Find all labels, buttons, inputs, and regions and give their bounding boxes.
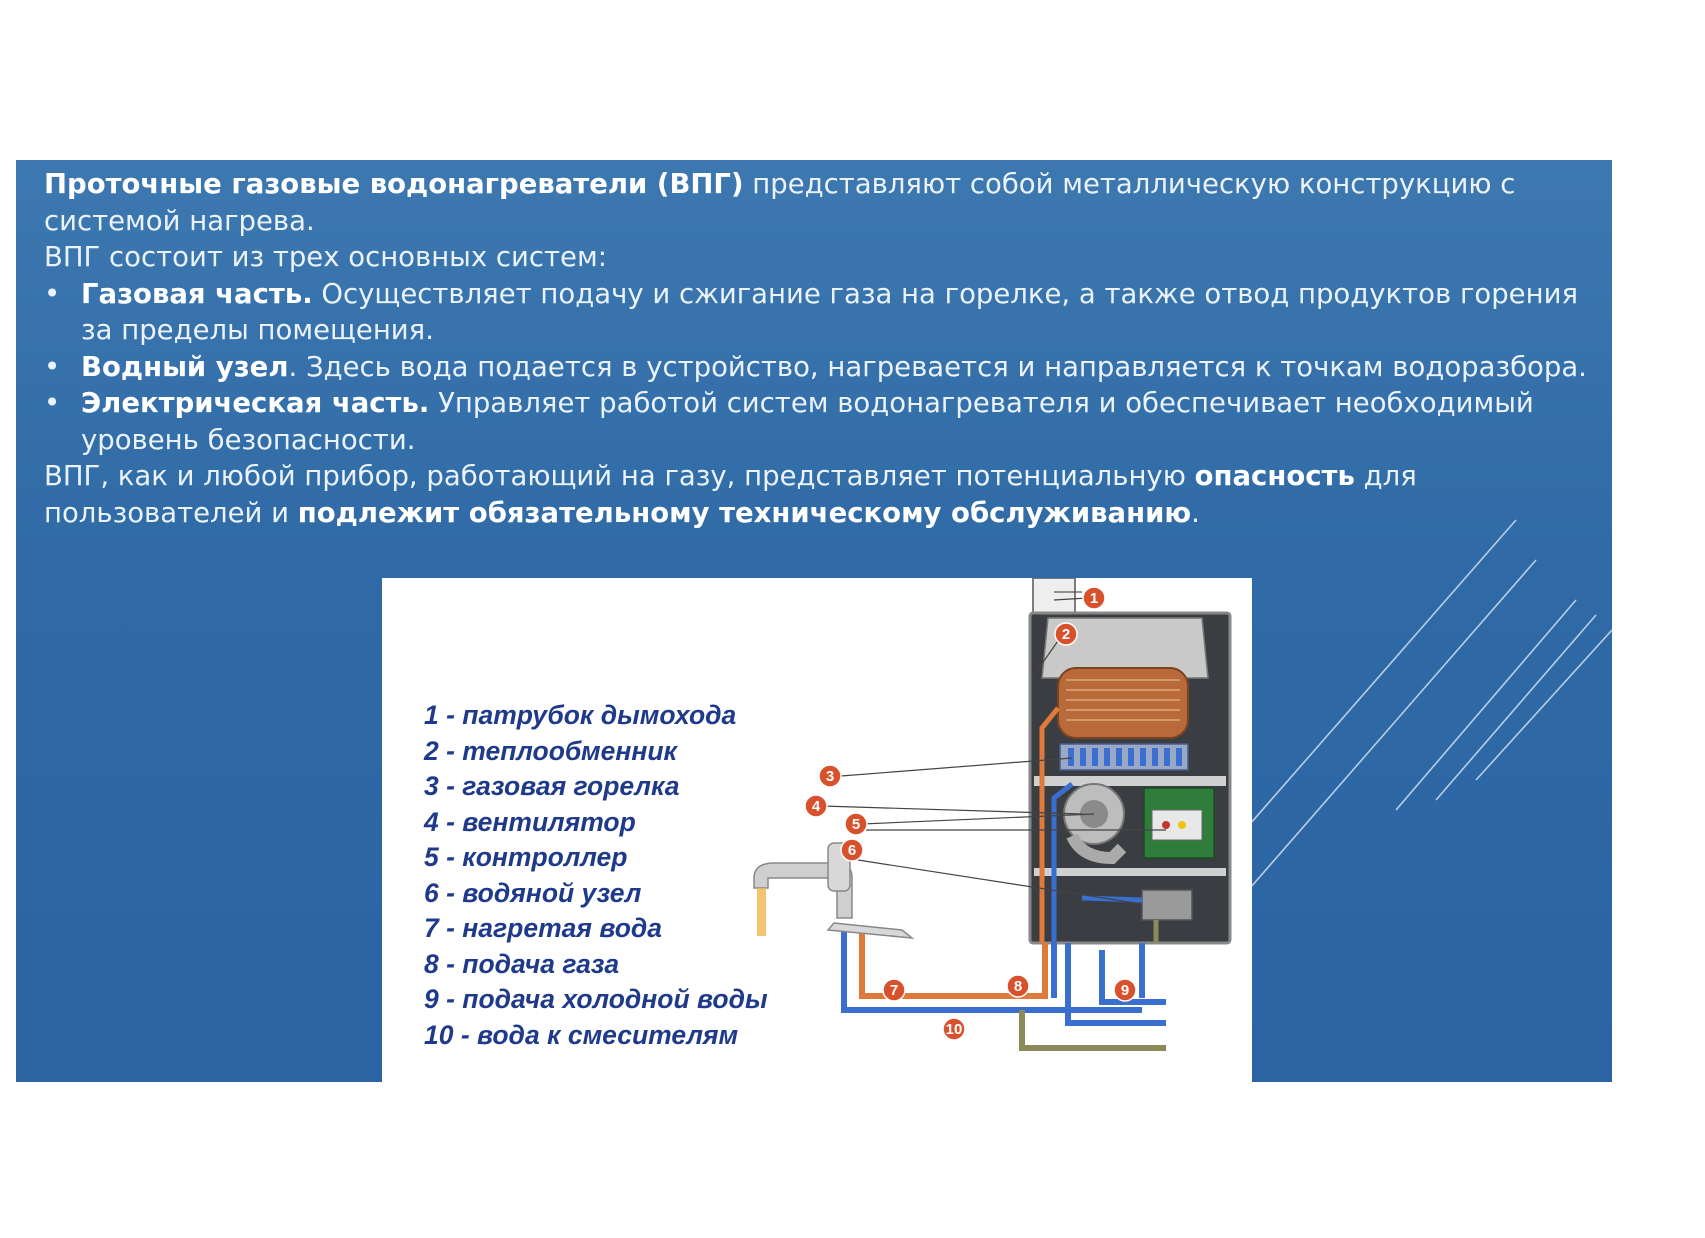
marker-label: 1 [1089, 590, 1099, 607]
warning-bold2: подлежит обязательному техническому обслуживанию [297, 496, 1192, 529]
marker-label: 2 [1061, 626, 1071, 643]
system-text: Осуществляет подачу и сжигание газа на горелке, а также отвод продуктов горения за пределы помещения. [81, 277, 1578, 346]
marker-label: 9 [1120, 982, 1130, 999]
marker-10 [943, 1018, 965, 1040]
marker-3 [819, 765, 841, 787]
system-text: . Здесь вода подается в устройство, нагревается и направляется к точкам водоразбора. [288, 350, 1587, 383]
legend-item: 7 - нагретая вода [424, 913, 663, 943]
systems-list [44, 276, 1604, 459]
intro-rest: представляют собой металлическую конструкцию с системой нагрева. [44, 168, 1516, 237]
legend-item: 1 - патрубок дымохода [424, 700, 737, 730]
marker-1 [1083, 587, 1105, 609]
warning-part1: ВПГ, как и любой прибор, работающий на газу, представляет потенциальную [44, 460, 1195, 492]
marker-2 [1055, 623, 1077, 645]
warning-paragraph [44, 458, 1604, 531]
marker-label: 6 [847, 842, 857, 859]
intro-paragraph [44, 166, 1604, 239]
marker-7 [883, 979, 905, 1001]
warning-part2: для пользователей и [44, 460, 1417, 529]
marker-label: 10 [945, 1021, 963, 1038]
marker-4 [805, 795, 827, 817]
marker-label: 7 [889, 982, 899, 999]
legend-item: 10 - вода к смесителям [424, 1019, 739, 1050]
list-item [44, 276, 1604, 349]
system-name: Электрическая часть. [81, 387, 430, 419]
marker-label: 3 [825, 768, 835, 785]
systems-intro: ВПГ состоит из трех основных систем: [44, 241, 607, 273]
system-text: Управляет работой систем водонагревателя и обеспечивает необходимый уровень безопасности. [81, 387, 1534, 456]
system-name: Газовая часть. [81, 277, 313, 310]
legend-item: 3 - газовая горелка [424, 771, 680, 801]
marker-8 [1007, 975, 1029, 997]
warning-part3: . [1191, 496, 1200, 529]
legend-item: 6 - водяной узел [424, 877, 642, 908]
legend-item: 9 - подача холодной воды [424, 984, 768, 1014]
marker-5 [845, 813, 867, 835]
heater-figure [382, 578, 1252, 1082]
marker-label: 5 [851, 816, 861, 833]
legend-item: 2 - теплообменник [424, 735, 677, 766]
description-text [44, 166, 1604, 531]
system-name: Водный узел [81, 350, 289, 383]
marker-9 [1114, 979, 1136, 1001]
diagram-legend [424, 698, 768, 1053]
legend-item: 4 - вентилятор [424, 806, 636, 837]
slide-panel [16, 160, 1612, 1082]
marker-label: 8 [1013, 978, 1023, 995]
warning-bold1: опасность [1194, 460, 1355, 492]
intro-title: Проточные газовые водонагреватели (ВПГ) [44, 168, 744, 200]
list-item [44, 385, 1604, 458]
marker-label: 4 [811, 798, 821, 815]
marker-6 [841, 839, 863, 861]
legend-item: 8 - подача газа [424, 948, 620, 979]
legend-item: 5 - контроллер [424, 842, 628, 872]
list-item [44, 349, 1604, 386]
